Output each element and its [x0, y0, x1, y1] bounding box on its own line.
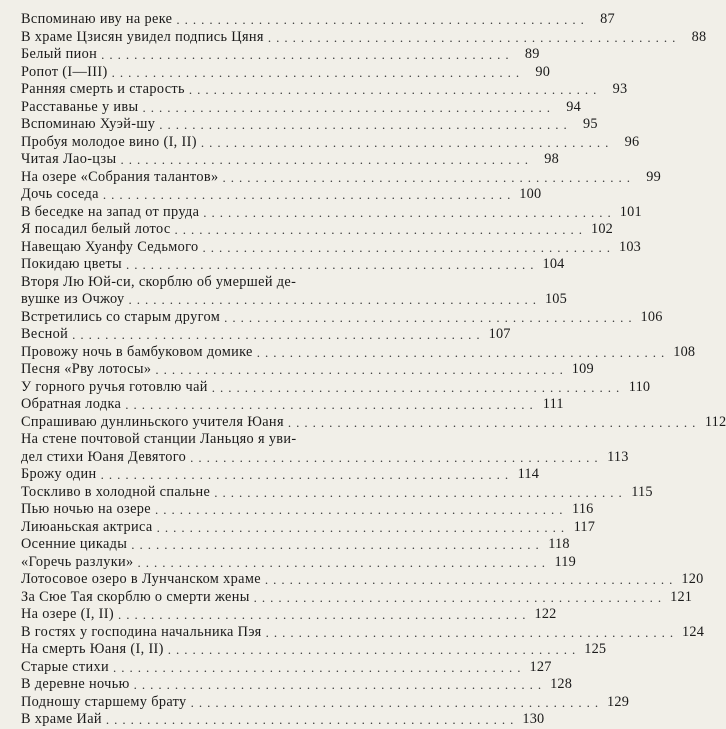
entry-page-number: 124 — [682, 623, 705, 640]
toc-entry — [21, 588, 693, 607]
leader-dots: .................................................. — [211, 379, 625, 395]
entry-page-number: 130 — [522, 711, 545, 727]
toc-entry — [21, 326, 511, 344]
leader-dots: .................................................. — [131, 537, 544, 552]
toc-entry — [21, 483, 653, 502]
leader-dots: .................................................. — [264, 572, 678, 587]
leader-dots: .................................................. — [188, 82, 602, 97]
toc-entry — [21, 466, 540, 484]
toc-entry — [21, 606, 557, 624]
leader-dots: .................................................. — [167, 642, 581, 657]
entry-page-number: 101 — [619, 203, 642, 220]
entry-page-number: 117 — [573, 518, 596, 535]
toc-entry — [21, 63, 551, 82]
entry-title: Дочь соседа — [21, 186, 99, 202]
entry-title: Читая Лао-цзы — [21, 151, 117, 167]
entry-title: Провожу ночь в бамбуковом домике — [21, 343, 253, 360]
entry-page-number: 93 — [612, 81, 628, 97]
toc-entry — [21, 81, 628, 99]
toc-entry-two-line — [21, 273, 567, 309]
toc-entry — [21, 413, 726, 432]
leader-dots: .................................................. — [118, 607, 531, 622]
toc-entry — [21, 343, 696, 362]
entry-page-number: 111 — [542, 396, 564, 412]
leader-dots: .................................................. — [203, 204, 616, 220]
leader-dots: .................................................. — [125, 397, 538, 412]
leader-dots: .................................................. — [176, 12, 589, 27]
entry-title: Тоскливо в холодной спальне — [21, 483, 211, 500]
entry-page-number: 128 — [550, 676, 573, 692]
table-of-contents — [21, 11, 726, 729]
toc-entry — [21, 221, 614, 239]
entry-page-number: 108 — [673, 343, 696, 360]
entry-title-line-1: На стене почтовой станции Ланьцяо я уви- — [21, 431, 297, 447]
leader-dots: .................................................. — [155, 502, 568, 517]
entry-page-number: 102 — [590, 221, 614, 237]
entry-page-number: 121 — [670, 588, 693, 605]
leader-dots: .................................................. — [113, 659, 526, 675]
entry-page-number: 118 — [548, 536, 570, 552]
entry-title-line-2: вушке из Очжоу — [21, 291, 125, 307]
entry-title: Брожу один — [21, 466, 97, 482]
toc-entry — [21, 396, 564, 414]
entry-title: Ранняя смерть и старость — [21, 81, 185, 97]
toc-entry — [21, 238, 642, 257]
toc-entry-two-line — [21, 431, 629, 466]
entry-title: За Сюе Тая скорблю о смерти жены — [21, 588, 250, 605]
entry-title: В беседке на запад от пруда — [21, 203, 200, 220]
entry-page-number: 109 — [571, 361, 594, 377]
entry-page-number: 103 — [618, 238, 642, 255]
leader-dots: .................................................. — [102, 187, 516, 202]
toc-entry — [21, 11, 615, 29]
leader-dots: .................................................. — [156, 519, 570, 535]
entry-title: Осенние цикады — [21, 536, 128, 552]
toc-entry — [21, 151, 559, 169]
leader-dots: .................................................. — [120, 152, 533, 167]
entry-page-number: 125 — [584, 641, 607, 657]
toc-entry — [21, 571, 704, 589]
entry-page-number: 105 — [544, 291, 567, 307]
toc-entry — [21, 623, 705, 642]
toc-entry — [21, 116, 598, 134]
entry-title: «Горечь разлуки» — [21, 553, 134, 570]
entry-page-number: 115 — [631, 483, 653, 500]
toc-entry — [21, 256, 565, 274]
entry-page-number: 116 — [572, 501, 594, 517]
toc-entry — [21, 361, 594, 379]
leader-dots: .................................................. — [128, 292, 541, 307]
entry-page-number: 90 — [535, 63, 551, 80]
toc-entry — [21, 676, 573, 694]
toc-entry — [21, 711, 545, 729]
entry-page-number: 119 — [554, 553, 576, 570]
toc-entry — [21, 641, 607, 659]
toc-entry — [21, 518, 596, 537]
entry-title: Подношу старшему брату — [21, 693, 187, 710]
toc-entry — [21, 98, 581, 117]
entry-title: В храме Иай — [21, 711, 102, 727]
leader-dots: .................................................. — [214, 484, 627, 500]
entry-page-number: 98 — [544, 151, 559, 167]
leader-dots: .................................................. — [72, 327, 485, 342]
leader-dots: .................................................. — [287, 414, 701, 430]
entry-title: Белый пион — [21, 46, 98, 62]
entry-page-number: 114 — [517, 466, 540, 482]
entry-page-number: 110 — [628, 378, 651, 395]
entry-page-number: 127 — [529, 658, 552, 675]
entry-page-number: 106 — [640, 308, 663, 325]
toc-entry — [21, 378, 651, 397]
leader-dots: .................................................. — [105, 712, 519, 727]
leader-dots: .................................................. — [111, 64, 525, 80]
leader-dots: .................................................. — [159, 117, 572, 132]
entry-page-number: 99 — [646, 168, 661, 185]
entry-title: Вспоминаю Хуэй-шу — [21, 116, 156, 132]
entry-page-number: 96 — [624, 133, 640, 150]
leader-dots: .................................................. — [190, 449, 603, 465]
entry-page-number: 100 — [519, 186, 542, 202]
leader-dots: .................................................. — [101, 47, 514, 62]
entry-title: На озере «Собрания талантов» — [21, 168, 219, 185]
entry-title: Обратная лодка — [21, 396, 122, 412]
entry-title: Пробуя молодое вино (I, II) — [21, 133, 197, 150]
entry-page-number: 89 — [524, 46, 540, 62]
toc-entry — [21, 553, 576, 572]
entry-title: Песня «Рву лотосы» — [21, 361, 152, 377]
toc-entry — [21, 168, 661, 187]
entry-title: Лотосовое озеро в Лунчанском храме — [21, 571, 261, 587]
entry-title: Спрашиваю дунлиньского учителя Юаня — [21, 413, 284, 430]
leader-dots: .................................................. — [253, 589, 667, 605]
leader-dots: .................................................. — [133, 677, 547, 692]
entry-title: Я посадил белый лотос — [21, 221, 171, 237]
leader-dots: .................................................. — [126, 257, 539, 272]
toc-entry — [21, 203, 642, 222]
toc-entry — [21, 536, 570, 554]
leader-dots: .................................................. — [202, 239, 616, 255]
entry-title: В деревне ночью — [21, 676, 130, 692]
toc-entry — [21, 693, 630, 712]
entry-page-number: 122 — [534, 606, 557, 622]
entry-page-number: 88 — [691, 28, 707, 45]
entry-page-number: 107 — [488, 326, 511, 342]
leader-dots: .................................................. — [222, 169, 635, 185]
entry-page-number: 129 — [607, 693, 630, 710]
entry-page-number: 113 — [607, 448, 629, 465]
leader-dots: .................................................. — [100, 467, 514, 482]
entry-title: На смерть Юаня (I, II) — [21, 641, 164, 657]
entry-title: Расставанье у ивы — [21, 98, 139, 115]
entry-title: В храме Цзисян увидел подпись Цяня — [21, 28, 264, 45]
entry-page-number: 104 — [542, 256, 565, 272]
leader-dots: .................................................. — [200, 134, 614, 150]
toc-entry — [21, 658, 552, 677]
entry-title: Пью ночью на озере — [21, 501, 152, 517]
entry-title-line-2: дел стихи Юаня Девятого — [21, 448, 187, 465]
leader-dots: .................................................. — [190, 694, 604, 710]
toc-entry — [21, 133, 640, 152]
entry-title: Покидаю цветы — [21, 256, 123, 272]
entry-title: Ропот (I—III) — [21, 63, 108, 80]
entry-page-number: 94 — [566, 98, 581, 115]
entry-title: Старые стихи — [21, 658, 110, 675]
entry-page-number: 87 — [600, 11, 615, 27]
entry-title: Лиюаньская актриса — [21, 518, 153, 535]
entry-title: Весной — [21, 326, 69, 342]
entry-title: В гостях у господина начальника Пэя — [21, 623, 262, 640]
entry-title: Вспоминаю иву на реке — [21, 11, 173, 27]
leader-dots: .................................................. — [174, 222, 588, 237]
leader-dots: .................................................. — [256, 344, 670, 360]
entry-page-number: 112 — [704, 413, 726, 430]
leader-dots: .................................................. — [137, 554, 550, 570]
entry-title: На озере (I, II) — [21, 606, 115, 622]
leader-dots: .................................................. — [267, 29, 681, 45]
toc-page — [21, 11, 726, 727]
entry-title: Встретились со старым другом — [21, 308, 221, 325]
leader-dots: .................................................. — [265, 624, 679, 640]
toc-entry — [21, 186, 542, 204]
toc-entry — [21, 308, 663, 327]
toc-entry — [21, 28, 707, 47]
leader-dots: .................................................. — [155, 362, 568, 377]
entry-page-number: 120 — [681, 571, 704, 587]
leader-dots: .................................................. — [224, 309, 637, 325]
toc-entry — [21, 46, 540, 64]
toc-entry — [21, 501, 594, 519]
entry-page-number: 95 — [583, 116, 598, 132]
entry-title: Навещаю Хуанфу Седьмого — [21, 238, 199, 255]
entry-title-line-1: Вторя Лю Юй-си, скорблю об умершей де- — [21, 273, 297, 290]
leader-dots: .................................................. — [142, 99, 555, 115]
entry-title: У горного ручья готовлю чай — [21, 378, 208, 395]
